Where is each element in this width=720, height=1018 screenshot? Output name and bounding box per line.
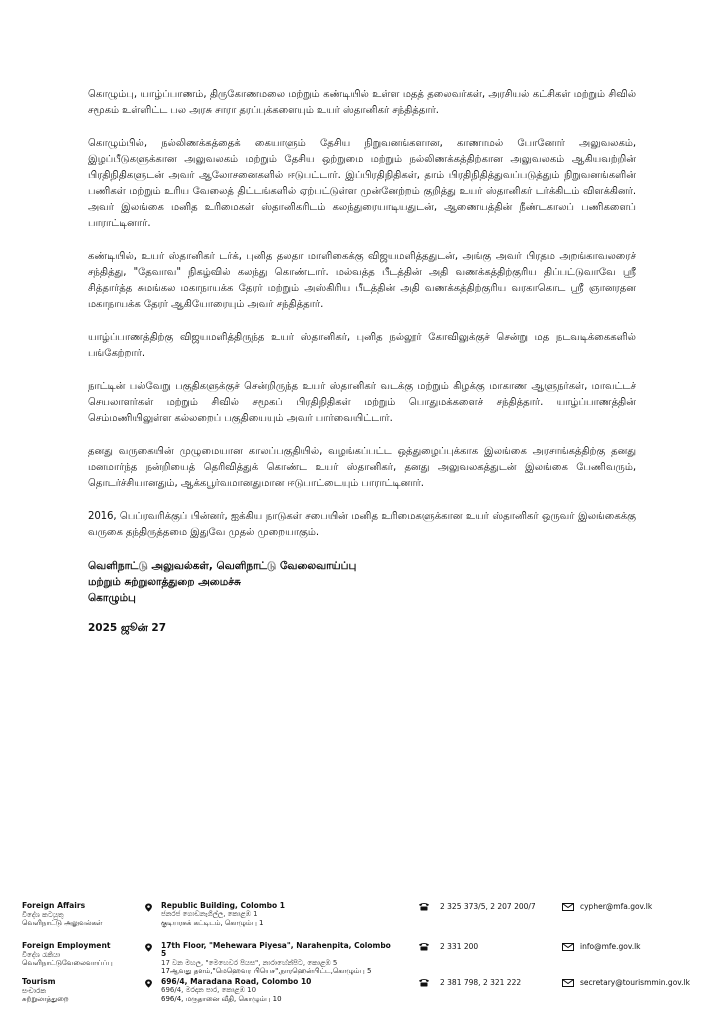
letterhead-footer xyxy=(0,902,720,1018)
ministry-name-en: Foreign Employment xyxy=(22,941,111,950)
ministry-name-ta: வெளிநாட்டு அலுவல்கள் xyxy=(22,919,103,927)
address-si: 17 වන මහල, "මෙහෙවර පියස", නාරාහේන්පිට, කොළඹ 5 xyxy=(161,958,338,967)
ministry-name xyxy=(22,902,134,928)
address-en: Republic Building, Colombo 1 xyxy=(161,901,285,910)
signature-line: கொழும்பு xyxy=(88,592,136,604)
signature-line: வெளிநாட்டு அலுவல்கள், வெளிநாட்டு வேலைவாய்ப்பு xyxy=(88,560,357,572)
footer-row-foreign-affairs xyxy=(0,902,720,936)
paragraph: கண்டியில், உயர் ஸ்தானிகர் டர்க், புனித தலதா மாளிகைக்கு விஜயமளித்ததுடன், அங்கு அவர் பிரதம அறங்காவலரைச் சந்தித்து, "தேவாவ" நிகழ்வில் கலந்து கொண்டார். மல்வத்த பீடத்தின் அதி வணக்கத்திற்குரிய திப்பட்டுவாவே ஸ்ரீ சித்தார்த்த சுமங்கல மகாநாயக்க தேரர் மற்றும் அஸ்கிரிய பீடத்தின் அதி வணக்கத்திற்குரிய வரகாகொட ஸ்ரீ ஞானரதன மகாநாயக்க தேரர் ஆகியோரையும் அவர் சந்தித்தார். xyxy=(88,251,636,310)
phone xyxy=(418,942,478,951)
ministry-name xyxy=(22,942,134,968)
footer-row-foreign-employment xyxy=(0,942,720,976)
paragraph: யாழ்ப்பாணத்திற்கு விஜயமளித்திருந்த உயர் ஸ்தானிகர், புனித நல்லூர் கோவிலுக்குச் சென்று மத நடவடிக்கைகளில் பங்கேற்றார். xyxy=(88,332,636,359)
address xyxy=(147,902,397,927)
email xyxy=(562,978,690,987)
ministry-name-si: විදේශ රැකියා xyxy=(22,950,61,959)
phone-number: 2 381 798, 2 321 222 xyxy=(440,978,522,987)
phone-icon xyxy=(418,978,430,987)
ministry-name-ta: சுற்றுலாத்துறை xyxy=(22,995,69,1003)
document-date: 2025 ஜூன் 27 xyxy=(88,622,167,634)
ministry-name-si: සංචාරක xyxy=(22,986,47,995)
signature-line: மற்றும் சுற்றுலாத்துறை அமைச்சு xyxy=(88,576,241,588)
address-ta: குடியரசுக் கட்டிடம், கொழும்பு 1 xyxy=(161,918,264,927)
ministry-name-en: Tourism xyxy=(22,977,56,986)
phone-icon xyxy=(418,902,430,911)
email-address[interactable]: cypher@mfa.gov.lk xyxy=(580,902,653,911)
ministry-name xyxy=(22,978,134,1004)
email xyxy=(562,902,652,911)
address xyxy=(147,978,397,1003)
address-en: 17th Floor, "Mehewara Piyesa", Narahenpita, Colombo 5 xyxy=(161,941,391,959)
ministry-name-en: Foreign Affairs xyxy=(22,901,86,910)
envelope-icon xyxy=(562,903,574,911)
ministry-name-si: විදේශ කටයුතු xyxy=(22,910,64,919)
paragraph: கொழும்பில், நல்லிணக்கத்தைக் கையாளும் தேசிய நிறுவனங்களான, காணாமல் போனோர் அலுவலகம், இழப்பீடுகளுக்கான அலுவலகம் மற்றும் தேசிய ஒற்றுமை மற்றும் நல்லிணக்கத்திற்கான அலுவலகம் ஆகியவற்றின் பிரதிநிதிகளுடன் அவர் ஆலோசனைகளில் ஈடுபட்டார். இப்பிரதிநிதிகள், தாம் பிரதிநிதித்துவப்படுத்தும் நிறுவனங்களின் பணிகள் மற்றும் உரிய வேலைத் திட்டங்களில் ஏற்பட்டுள்ள முன்னேற்றம் குறித்து உயர் ஸ்தானிகர் டர்க்கிடம் விளக்கினர். அவர் இலங்கை மனித உரிமைகள் ஸ்தானிகரிடம் கலந்துரையாடியதுடன், ஆணையத்தின் நீண்டகாலப் பணிகளைப் பாராட்டினார். xyxy=(88,138,636,229)
location-pin-icon xyxy=(144,903,153,912)
letter-body xyxy=(88,87,636,635)
location-pin-icon xyxy=(144,943,153,952)
location-pin-icon xyxy=(144,979,153,988)
envelope-icon xyxy=(562,943,574,951)
envelope-icon xyxy=(562,979,574,987)
phone-icon xyxy=(418,942,430,951)
address-si: ජනරජ ගොඩනැගිල්ල, කොළඹ 1 xyxy=(161,910,258,919)
address-en: 696/4, Maradana Road, Colombo 10 xyxy=(161,977,312,986)
phone-number: 2 325 373/5, 2 207 200/7 xyxy=(440,902,536,911)
email-address[interactable]: secretary@tourismmin.gov.lk xyxy=(580,978,690,987)
email-address[interactable]: info@mfe.gov.lk xyxy=(580,942,641,951)
email xyxy=(562,942,641,951)
address-ta: 17ஆவது தளம்,"மெஹெவர பியெச",நாரஹென்பிட்ட,கொழும்பு 5 xyxy=(161,966,372,975)
ministry-name-ta: வெளிநாட்டுவேலைவாய்ப்பு xyxy=(22,959,113,967)
address xyxy=(147,942,397,975)
paragraph: தனது வருகையின் முழுமையான காலப்பகுதியில், வழங்கப்பட்ட ஒத்துழைப்புக்காக இலங்கை அரசாங்கத்திற்கு தனது மனமார்ந்த நன்றியைத் தெரிவித்துக் கொண்ட உயர் ஸ்தானிகர், தனது அலுவலகத்துடன் இலங்கை பேணிவரும், தொடர்ச்சியானதும், ஆக்கபூர்வமானதுமான ஈடுபாட்டையும் பாராட்டினார். xyxy=(88,446,636,489)
signature-block xyxy=(88,558,636,606)
phone xyxy=(418,902,536,911)
phone-number: 2 331 200 xyxy=(440,942,479,951)
footer-row-tourism xyxy=(0,978,720,1012)
address-si: 696/4, මරදාන පාර, කොළඹ 10 xyxy=(161,986,257,995)
address-ta: 696/4, மருதானை வீதி, கொழும்பு 10 xyxy=(161,994,282,1003)
paragraph: நாட்டின் பல்வேறு பகுதிகளுக்குச் சென்றிருந்த உயர் ஸ்தானிகர் வடக்கு மற்றும் கிழக்கு மாகாண ஆளுநர்கள், மாவட்டச் செயலாளர்கள் மற்றும் சிவில் சமூகப் பிரதிநிதிகள் மற்றும் பொதுமக்களைச் சந்தித்தார். யாழ்ப்பாணத்தின் செம்மணியிலுள்ள கல்லறைப் பகுதியையும் அவர் பார்வையிட்டார். xyxy=(88,381,636,424)
paragraph: கொழும்பு, யாழ்ப்பாணம், திருகோணமலை மற்றும் கண்டியில் உள்ள மதத் தலைவர்கள், அரசியல் கட்சிகள் மற்றும் சிவில் சமூகம் உள்ளிட்ட பல அரசு சாரா தரப்புக்களையும் உயர் ஸ்தானிகர் சந்தித்தார். xyxy=(88,89,636,116)
phone xyxy=(418,978,521,987)
paragraph: 2016, பெப்ரவரிக்குப் பின்னர், ஐக்கிய நாடுகள் சபையின் மனித உரிமைகளுக்கான உயர் ஸ்தானிகர் ஒருவர் இலங்கைக்கு வருகை தந்திருத்தமை இதுவே முதல் முறையாகும். xyxy=(88,511,636,538)
